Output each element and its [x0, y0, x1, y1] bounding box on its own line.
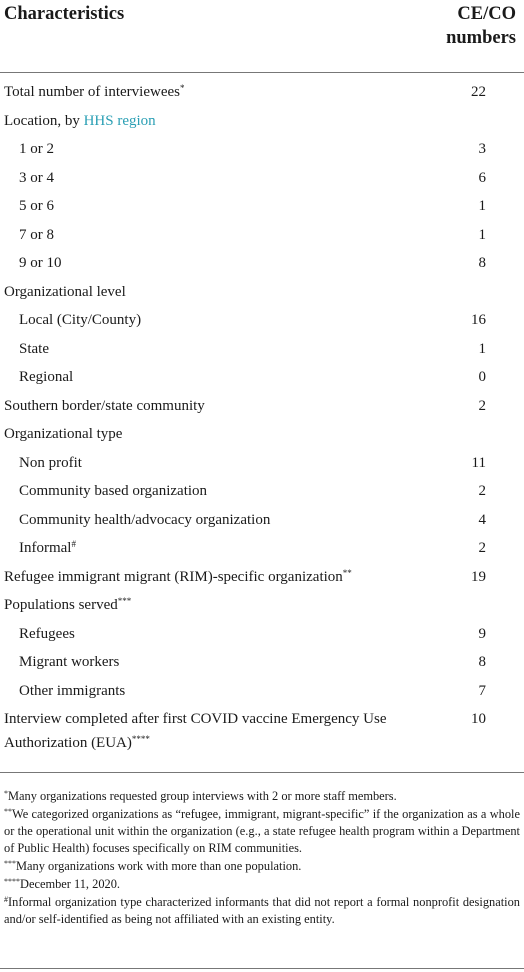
footnote: ****December 11, 2020. — [4, 877, 121, 891]
row-label: Refugees — [19, 625, 75, 642]
row-label: Community health/advocacy organization — [19, 511, 271, 528]
row-value: 8 — [478, 654, 486, 670]
row-label: State — [19, 340, 49, 357]
table-row — [0, 107, 524, 136]
table-row — [0, 506, 524, 535]
row-label: Organizational type — [4, 426, 123, 442]
table-row — [0, 335, 524, 364]
table-row — [0, 363, 524, 392]
header-characteristics: Characteristics — [4, 4, 125, 24]
table-row — [0, 249, 524, 278]
row-value: 9 — [478, 625, 486, 642]
footnote: ***Many organizations work with more than one population. — [4, 859, 302, 873]
row-label: 3 or 4 — [19, 169, 54, 186]
table-row — [0, 563, 524, 592]
row-label: Southern border/state community — [4, 397, 205, 414]
row-value: 3 — [478, 141, 486, 157]
divider — [0, 968, 524, 969]
table-row — [0, 278, 524, 307]
table-row — [0, 420, 524, 449]
row-label: 1 or 2 — [19, 141, 54, 157]
row-value: 1 — [478, 198, 486, 214]
row-value: 2 — [478, 540, 486, 556]
table-row — [0, 620, 524, 649]
row-value: 22 — [471, 84, 486, 100]
row-value: 19 — [471, 568, 486, 585]
table-footnotes — [4, 788, 520, 929]
table-row — [0, 164, 524, 193]
header-numbers-line2: numbers — [446, 28, 516, 48]
footnote: *Many organizations requested group interviews with 2 or more staff members. — [4, 789, 397, 803]
row-value: 6 — [478, 169, 486, 186]
table-row — [0, 192, 524, 221]
header-numbers-line1: CE/CO — [457, 4, 516, 24]
row-value: 0 — [478, 369, 486, 385]
table-body — [0, 78, 524, 760]
table-row — [0, 135, 524, 164]
footnote: **We categorized organizations as “refugee, immigrant, migrant-specific” if the organization as a whole or the operational unit within the organization (e.g., a state refugee health program within a Department of Public Health) focuses specifically on RIM communities. — [4, 807, 520, 855]
table-row — [0, 591, 524, 620]
row-label: Location, by HHS region — [4, 112, 156, 129]
row-label: Populations served*** — [4, 596, 132, 613]
row-value: 2 — [478, 483, 486, 499]
row-value: 7 — [478, 682, 486, 699]
row-value: 10 — [471, 711, 486, 727]
row-value: 2 — [478, 397, 486, 414]
row-label: Organizational level — [4, 283, 126, 300]
row-label: Other immigrants — [19, 682, 126, 699]
table-row — [0, 392, 524, 421]
table-header — [0, 0, 524, 73]
table-row — [0, 705, 524, 760]
row-value: 8 — [478, 255, 486, 271]
header-numbers — [426, 2, 516, 50]
row-label: 7 or 8 — [19, 226, 54, 243]
divider — [0, 772, 524, 773]
row-label: Local (City/County) — [19, 312, 142, 328]
row-label: Total number of interviewees* — [4, 83, 185, 100]
row-label: Non profit — [19, 454, 82, 471]
table-row — [0, 534, 524, 563]
row-value: 4 — [478, 511, 486, 528]
table-row — [0, 306, 524, 335]
row-label: 9 or 10 — [19, 255, 62, 271]
table-row — [0, 449, 524, 478]
row-value: 1 — [478, 340, 486, 357]
row-label: Refugee immigrant migrant (RIM)-specific organization** — [4, 567, 352, 585]
row-value: 16 — [471, 312, 486, 328]
table-row — [0, 477, 524, 506]
hhs-region-link[interactable]: HHS region — [83, 112, 156, 129]
row-label: Interview completed after first COVID vaccine Emergency Use Authorization (EUA)**** — [4, 711, 387, 751]
row-label: Regional — [19, 369, 74, 385]
row-label: 5 or 6 — [19, 198, 54, 214]
row-value: 11 — [471, 454, 486, 471]
row-value: 1 — [478, 226, 486, 243]
row-label: Migrant workers — [19, 654, 120, 670]
table-row — [0, 677, 524, 706]
row-label: Community based organization — [19, 483, 208, 499]
row-label: Informal# — [19, 539, 76, 556]
table-row — [0, 221, 524, 250]
table-row — [0, 648, 524, 677]
table-row — [0, 78, 524, 107]
footnote: #Informal organization type characterized informants that did not report a formal nonprofit designation and/or self-identified as being not affiliated with an existing entity. — [4, 895, 520, 926]
